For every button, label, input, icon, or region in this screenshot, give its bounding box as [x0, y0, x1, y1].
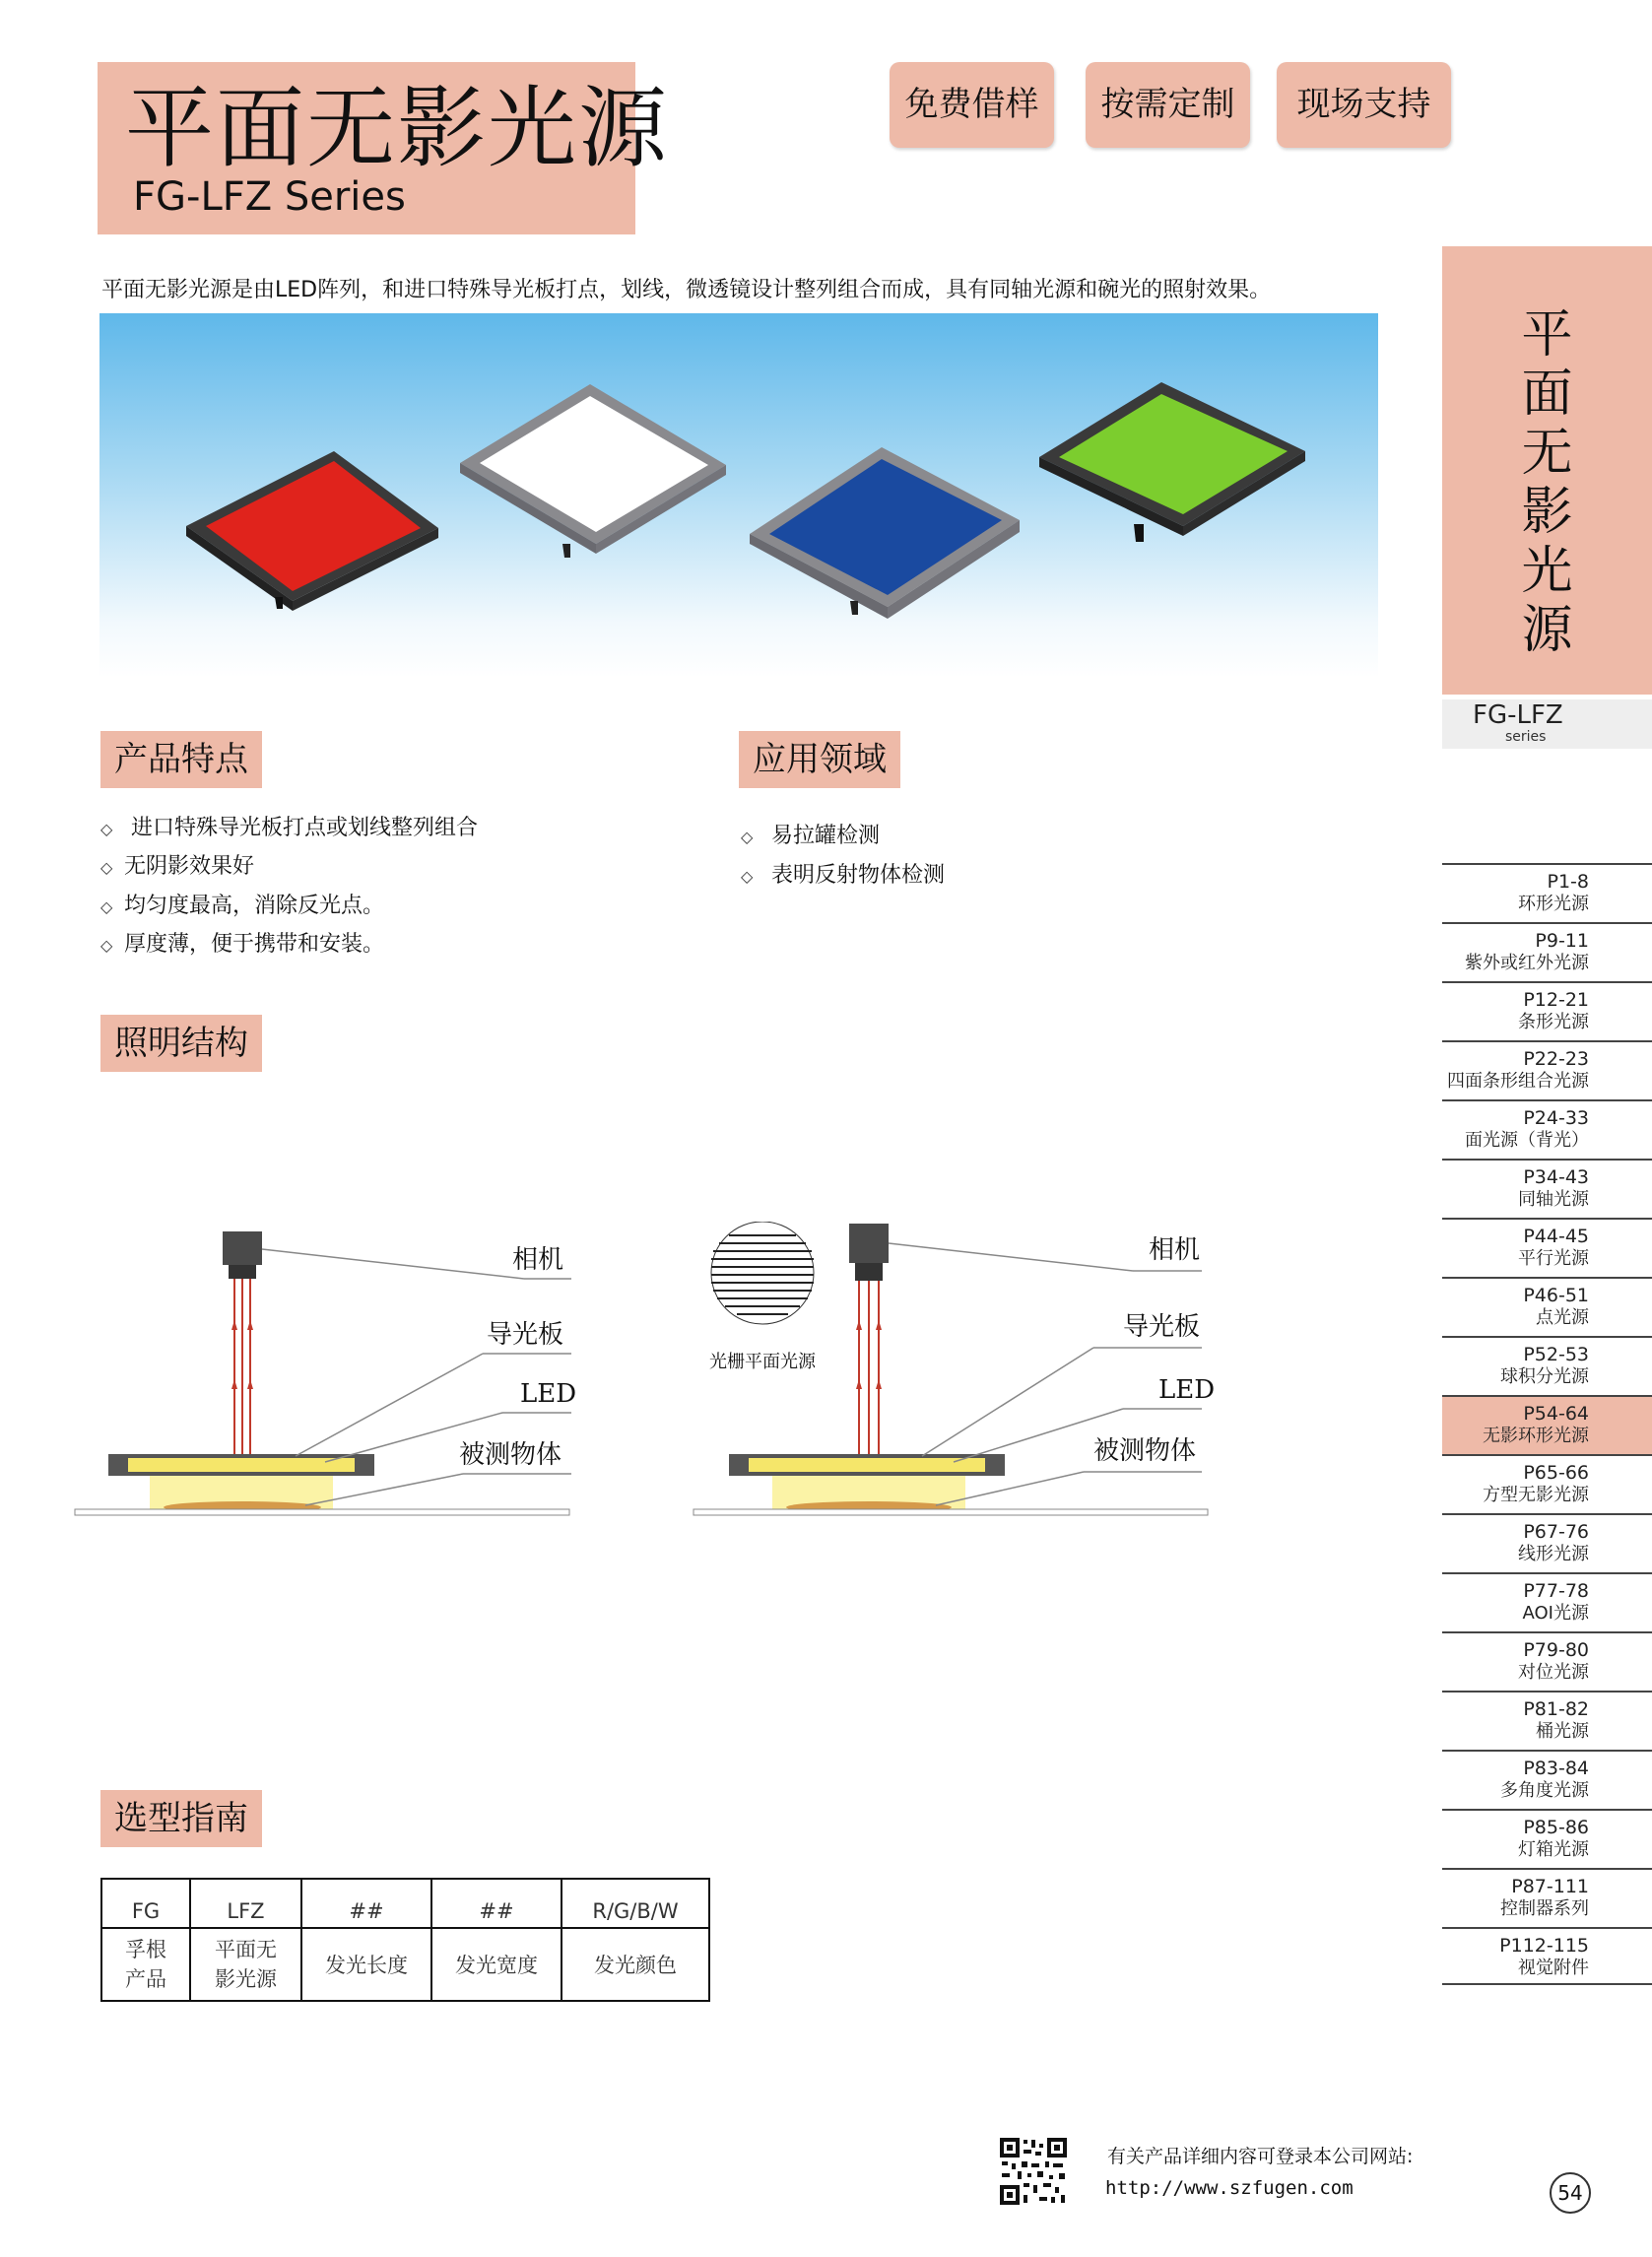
qr-code-icon [998, 2136, 1069, 2207]
code-cell: LFZ [190, 1879, 301, 1928]
nav-page-range: P24-33 [1523, 1107, 1589, 1129]
nav-item[interactable] [1442, 1336, 1652, 1397]
applications-heading: 应用领域 [739, 731, 900, 788]
nav-label: 面光源（背光） [1465, 1130, 1589, 1151]
nav-item[interactable] [1442, 1099, 1652, 1161]
diamond-bullet-icon: ◇ [100, 820, 113, 838]
nav-label: 方型无影光源 [1483, 1485, 1589, 1505]
light-guide-label: 导光板 [1123, 1312, 1201, 1342]
footer-note: 有关产品详细内容可登录本公司网站: [1107, 2146, 1414, 2167]
nav-label: 多角度光源 [1500, 1780, 1589, 1801]
nav-page-range: P85-86 [1523, 1817, 1589, 1838]
desc-cell: 平面无 影光源 [190, 1928, 301, 2001]
object-label: 被测物体 [1093, 1436, 1197, 1466]
application-item [741, 861, 945, 892]
nav-page-range: P34-43 [1523, 1166, 1589, 1188]
side-tab-char: 源 [1521, 601, 1573, 660]
features-heading: 产品特点 [100, 731, 262, 788]
diamond-bullet-icon: ◇ [100, 936, 113, 955]
nav-label: 灯箱光源 [1518, 1839, 1589, 1860]
grating-source-label: 光栅平面光源 [709, 1352, 816, 1372]
side-tab-char: 平 [1521, 305, 1573, 365]
nav-item[interactable] [1442, 1572, 1652, 1633]
desc-cell: 发光长度 [301, 1928, 431, 2001]
led-label: LED [1158, 1375, 1216, 1405]
application-text: 易拉罐检测 [771, 824, 881, 848]
nav-page-range: P67-76 [1523, 1521, 1589, 1543]
nav-label: 球积分光源 [1500, 1366, 1589, 1387]
feature-item [100, 852, 254, 883]
nav-label: 条形光源 [1518, 1012, 1589, 1032]
nav-page-range: P46-51 [1523, 1285, 1589, 1306]
hero-product-image [99, 313, 1378, 678]
nav-item[interactable] [1442, 1691, 1652, 1752]
nav-item[interactable] [1442, 1750, 1652, 1811]
selection-table [100, 1878, 710, 2002]
light-guide-label: 导光板 [487, 1320, 564, 1350]
nav-label: 桶光源 [1536, 1721, 1589, 1742]
selection-heading: 选型指南 [100, 1790, 262, 1847]
nav-item[interactable] [1442, 1513, 1652, 1574]
code-cell: R/G/B/W [562, 1879, 709, 1928]
code-cell: FG [101, 1879, 190, 1928]
page-number: 54 [1550, 2172, 1591, 2214]
page-subtitle: FG-LFZ Series [133, 174, 406, 220]
nav-page-range: P112-115 [1499, 1935, 1589, 1957]
nav-item[interactable] [1442, 1040, 1652, 1101]
application-text: 表明反射物体检测 [771, 863, 946, 888]
nav-page-range: P65-66 [1523, 1462, 1589, 1484]
nav-item[interactable] [1442, 922, 1652, 983]
led-label: LED [520, 1379, 577, 1409]
nav-page-range: P44-45 [1523, 1226, 1589, 1247]
code-cell: ## [431, 1879, 562, 1928]
nav-page-range: P77-78 [1523, 1580, 1589, 1602]
nav-item[interactable] [1442, 981, 1652, 1042]
nav-label: 环形光源 [1518, 894, 1589, 914]
nav-page-range: P54-64 [1523, 1403, 1589, 1425]
side-series-label: series [1505, 729, 1547, 745]
side-tab-char: 影 [1521, 483, 1573, 542]
side-tab-char: 无 [1521, 424, 1573, 483]
nav-label: 对位光源 [1518, 1662, 1589, 1683]
desc-cell: 发光宽度 [431, 1928, 562, 2001]
nav-item[interactable] [1442, 1454, 1652, 1515]
nav-label: 视觉附件 [1518, 1958, 1589, 1978]
nav-label: AOI光源 [1522, 1603, 1589, 1624]
nav-page-range: P83-84 [1523, 1758, 1589, 1779]
side-tab-char: 面 [1521, 365, 1573, 424]
footer-website-link[interactable]: http://www.szfugen.com [1105, 2177, 1354, 2199]
diamond-bullet-icon: ◇ [100, 858, 113, 877]
desc-cell: 发光颜色 [562, 1928, 709, 2001]
diamond-bullet-icon: ◇ [100, 897, 113, 916]
feature-text: 进口特殊导光板打点或划线整列组合 [131, 816, 479, 840]
intro-text: 平面无影光源是由LED阵列，和进口特殊导光板打点，划线，微透镜设计整列组合而成，具有同轴光源和碗光的照射效果。 [101, 278, 1272, 302]
nav-page-range: P52-53 [1523, 1344, 1589, 1365]
nav-page-range: P1-8 [1547, 871, 1589, 893]
nav-page-range: P81-82 [1523, 1698, 1589, 1720]
onsite-support-badge: 现场支持 [1277, 62, 1451, 148]
nav-label: 点光源 [1536, 1307, 1589, 1328]
nav-item[interactable] [1442, 1809, 1652, 1870]
feature-text: 均匀度最高，消除反光点。 [124, 894, 385, 918]
nav-label: 四面条形组合光源 [1447, 1071, 1589, 1092]
nav-page-range: P79-80 [1523, 1639, 1589, 1661]
nav-label: 线形光源 [1518, 1544, 1589, 1564]
feature-item [100, 814, 478, 844]
code-cell: ## [301, 1879, 431, 1928]
camera-label: 相机 [512, 1245, 564, 1275]
nav-label: 同轴光源 [1518, 1189, 1589, 1210]
feature-item [100, 892, 384, 922]
nav-label: 无影环形光源 [1483, 1426, 1589, 1446]
nav-item[interactable] [1442, 1927, 1652, 1988]
nav-item[interactable] [1442, 1277, 1652, 1338]
nav-page-range: P22-23 [1523, 1048, 1589, 1070]
feature-text: 厚度薄，便于携带和安装。 [124, 932, 385, 957]
application-item [741, 822, 880, 852]
page-title: 平面无影光源 [125, 77, 669, 180]
desc-cell: 孚根 产品 [101, 1928, 190, 2001]
nav-item[interactable] [1442, 1868, 1652, 1929]
nav-bottom-rule [1442, 1983, 1652, 1985]
structure-diagram-right [690, 1222, 1222, 1537]
structure-heading: 照明结构 [100, 1015, 262, 1072]
free-sample-badge: 免费借样 [890, 62, 1054, 148]
side-tab-title [1442, 305, 1652, 660]
nav-item[interactable] [1442, 1218, 1652, 1279]
nav-item[interactable] [1442, 863, 1652, 924]
nav-item[interactable] [1442, 1395, 1652, 1456]
nav-page-range: P9-11 [1535, 930, 1589, 952]
nav-page-range: P12-21 [1523, 989, 1589, 1011]
nav-label: 控制器系列 [1500, 1898, 1589, 1919]
nav-label: 紫外或红外光源 [1465, 953, 1589, 973]
title-block [98, 62, 669, 234]
nav-item[interactable] [1442, 1159, 1652, 1220]
side-series-code: FG-LFZ [1473, 700, 1563, 730]
custom-badge: 按需定制 [1086, 62, 1250, 148]
object-label: 被测物体 [459, 1440, 562, 1470]
feature-item [100, 930, 384, 961]
nav-item[interactable] [1442, 1631, 1652, 1693]
nav-page-range: P87-111 [1511, 1876, 1589, 1897]
side-tab [1442, 246, 1652, 695]
side-tab-char: 光 [1521, 542, 1573, 601]
diamond-bullet-icon: ◇ [741, 828, 754, 846]
camera-label: 相机 [1149, 1235, 1201, 1265]
diamond-bullet-icon: ◇ [741, 867, 754, 886]
nav-label: 平行光源 [1518, 1248, 1589, 1269]
feature-text: 无阴影效果好 [124, 854, 255, 879]
